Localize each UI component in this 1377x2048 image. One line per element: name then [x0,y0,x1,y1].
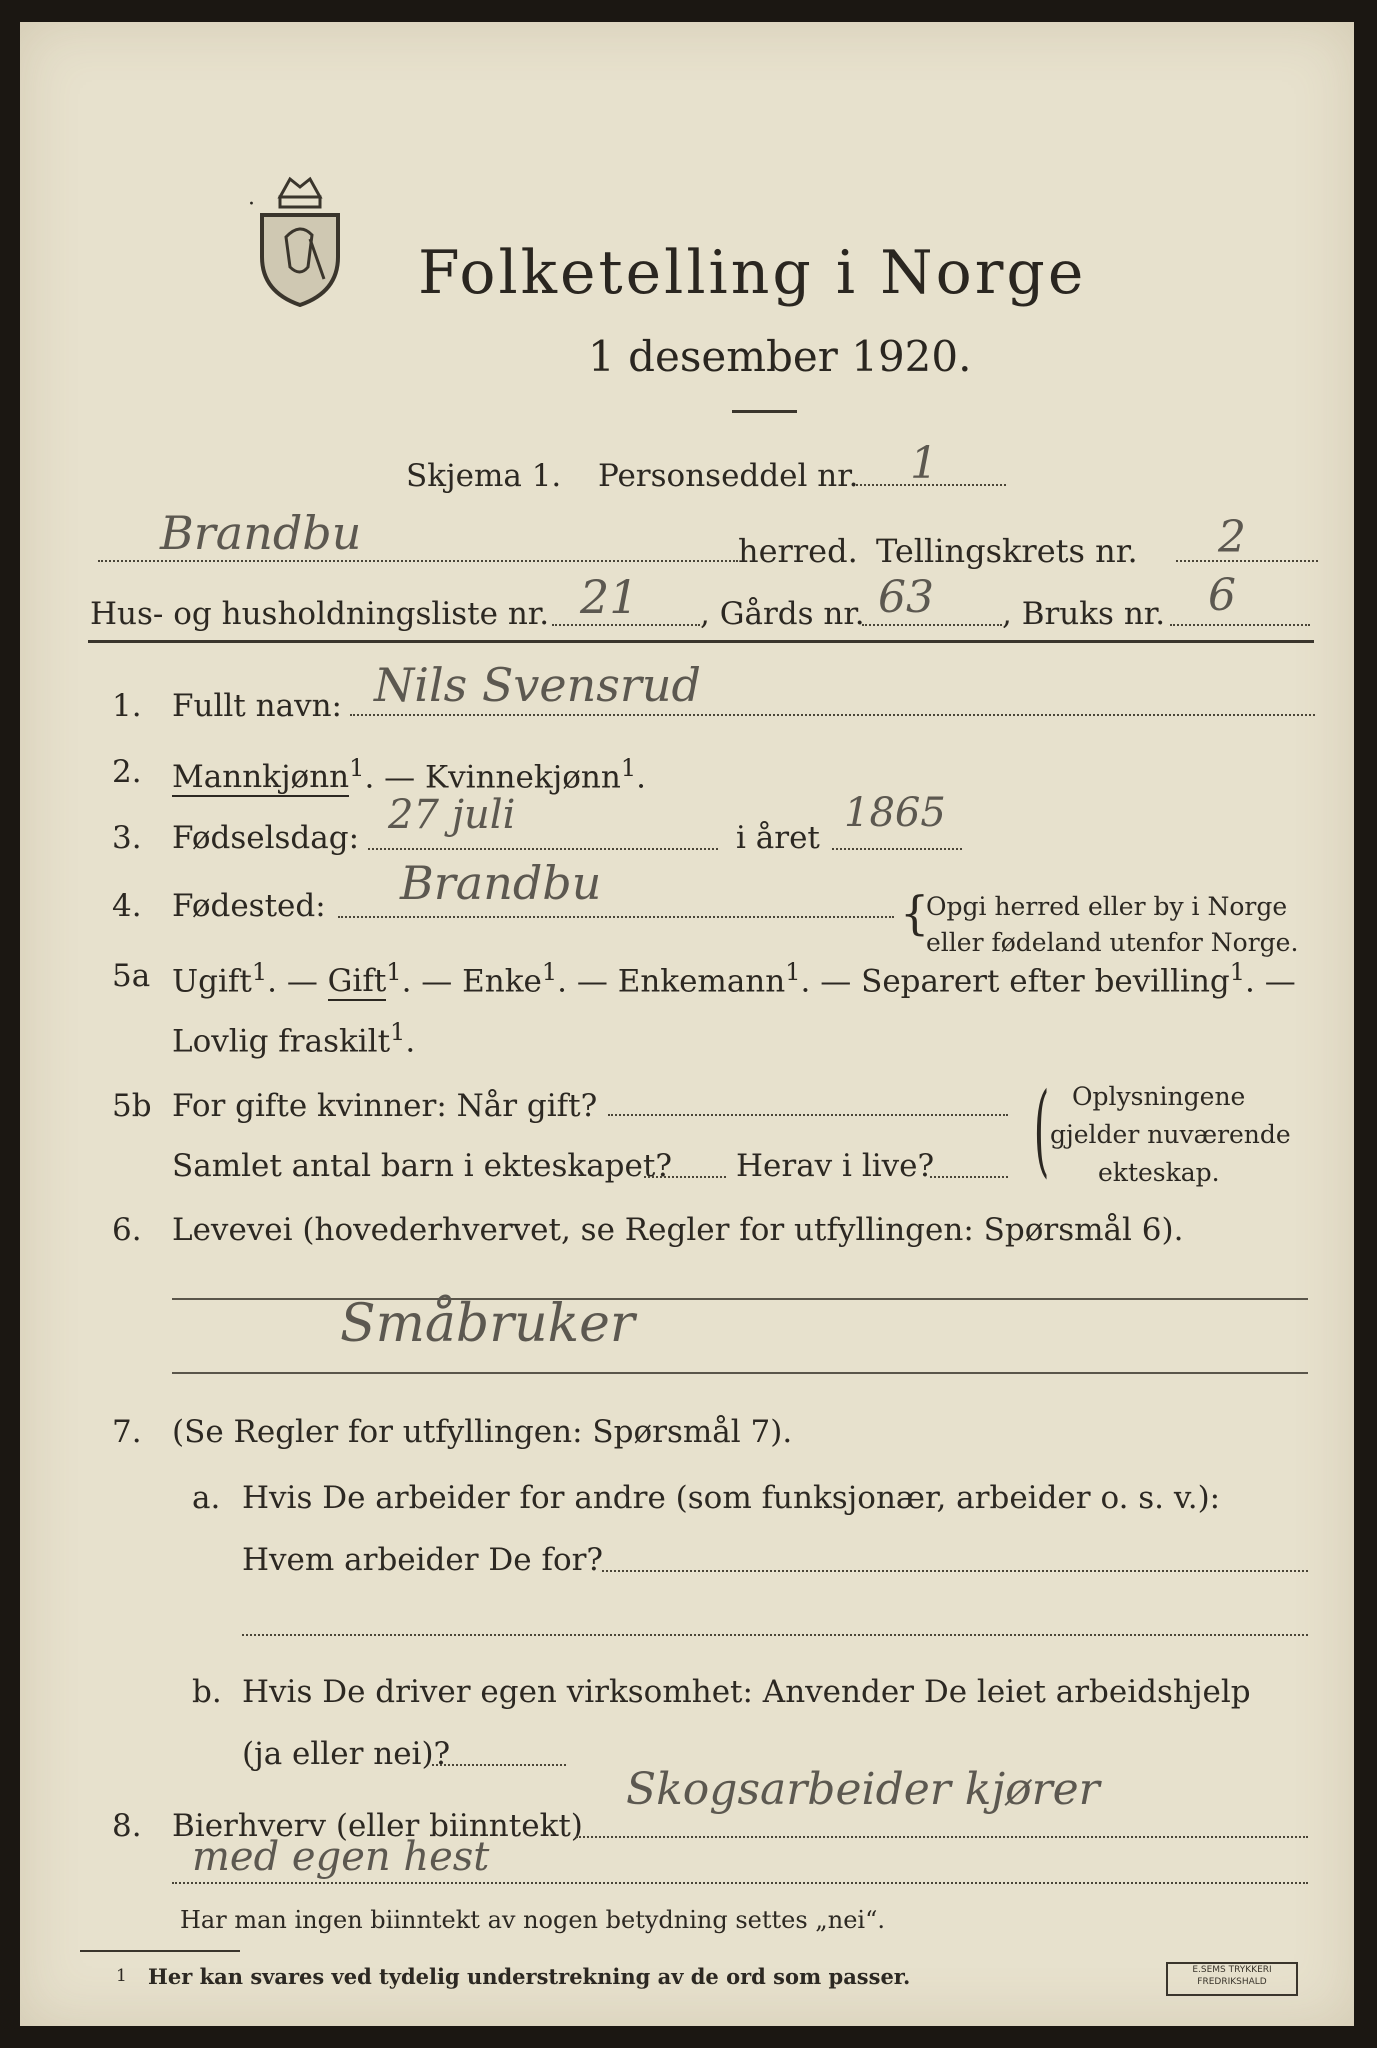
title-divider [732,410,797,413]
enke-option[interactable]: Enke [462,963,542,1000]
bruks-value[interactable]: 6 [1208,570,1236,621]
q1-number: 1. [112,688,142,724]
q5b-brace: ( [1033,1071,1050,1188]
q5b-line-1 [608,1114,1008,1116]
census-form-page [20,22,1354,2026]
herred-line [98,560,738,562]
q6-line-2 [172,1372,1308,1374]
side-income-value-2[interactable]: med egen hest [192,1834,490,1880]
birthday-value[interactable]: 27 juli [388,792,516,838]
q8-line-2 [172,1882,1308,1884]
bruks-line [1170,624,1310,626]
hus-label: Hus- og husholdningsliste nr. [90,596,550,632]
q5b-label-3: Herav i live? [736,1148,935,1184]
q2-number: 2. [112,754,142,790]
q6-number: 6. [112,1212,142,1248]
ugift-option[interactable]: Ugift [172,963,252,1000]
q7a-line-2 [242,1634,1308,1636]
birthplace-value[interactable]: Brandbu [400,856,602,910]
q7b-label: Hvis De driver egen virksomhet: Anvender De leiet arbeidshjelp [242,1674,1251,1710]
q5b-note-1: Oplysningene [1072,1082,1246,1111]
full-name-value[interactable]: Nils Svensrud [374,658,701,712]
q1-line [350,714,1315,716]
birth-year-value[interactable]: 1865 [844,790,946,836]
q8-line-1 [576,1836,1308,1838]
lovlig-fraskilt-line: Lovlig fraskilt$^1$. [172,1018,416,1060]
footnote-text: Her kan svares ved tydelig understrekning av de ord som passer. [148,1964,911,1989]
dot-mark: · [248,192,255,217]
lovlig-option[interactable]: Lovlig fraskilt [172,1023,391,1060]
side-income-value-1[interactable]: Skogsarbeider kjører [626,1764,1100,1815]
bruks-label: , Bruks nr. [1002,596,1166,632]
gards-line [862,624,1002,626]
q7a-line-1 [602,1570,1308,1572]
q5b-number: 5b [112,1088,152,1124]
form-title: Folketelling i Norge [418,238,1087,308]
personseddel-label: Personseddel nr. [598,458,859,494]
q3-line [368,848,718,850]
q5b-note-3: ekteskap. [1098,1158,1220,1187]
q4-label: Fødested: [172,888,326,924]
q3-label: Fødselsdag: [172,820,360,856]
herred-label: herred. [738,532,858,570]
tellingskrets-value[interactable]: 2 [1218,512,1246,563]
stamp-line-1: E.SEMS TRYKKERI [1192,1965,1272,1975]
q7b-question: (ja eller nei)? [242,1736,451,1772]
q7b-line [432,1764,566,1766]
q5b-label-1: For gifte kvinner: Når gift? [172,1088,598,1124]
q4-number: 4. [112,888,142,924]
marital-options: Ugift$^1$. — Gift$^1$. — Enke$^1$. — Enkemann$^1$. — Separert efter bevilling$^1$. — [172,958,1296,1000]
q4-note-1: Opgi herred eller by i Norge [926,892,1288,921]
q5b-line-2 [644,1176,726,1178]
q4-brace: { [900,886,930,940]
q5b-note-2: gjelder nuværende [1050,1120,1291,1149]
gards-label: , Gårds nr. [700,596,865,632]
gards-value[interactable]: 63 [878,572,934,623]
q4-note-2: eller fødeland utenfor Norge. [926,928,1299,957]
printer-stamp [1166,1962,1298,1996]
q5a-number: 5a [112,958,151,994]
gift-option[interactable]: Gift [327,963,387,1000]
q5b-label-2: Samlet antal barn i ekteskapet? [172,1148,672,1184]
personseddel-value[interactable]: 1 [910,438,938,489]
census-date: 1 desember 1920. [588,332,972,381]
q1-label: Fullt navn: [172,688,342,724]
schema-label: Skjema 1. [406,458,562,494]
enkemann-option[interactable]: Enkemann [617,963,786,1000]
q8-note: Har man ingen biinntekt av nogen betydning settes „nei“. [180,1906,885,1934]
tellingskrets-line [1176,560,1318,562]
footnote-rule [80,1950,240,1952]
hus-value[interactable]: 21 [580,570,639,624]
q4-line [338,916,894,918]
tellingskrets-label: Tellingskrets nr. [876,532,1138,570]
q7a-question: Hvem arbeider De for? [242,1542,604,1578]
stamp-line-2: FREDRIKSHALD [1197,1977,1267,1987]
occupation-value[interactable]: Småbruker [340,1294,635,1354]
q7a-number: a. [192,1480,221,1516]
year-line [832,848,962,850]
gender-options: Mannkjønn$^1$. — Kvinnekjønn$^1$. [172,754,646,796]
separert-option[interactable]: Separert efter bevilling [861,963,1230,1000]
q7-number: 7. [112,1414,142,1450]
q8-label: Bierhverv (eller biinntekt) [172,1808,583,1844]
header-rule [88,640,1314,643]
herred-value[interactable]: Brandbu [160,506,362,560]
q7a-label: Hvis De arbeider for andre (som funksjonær, arbeider o. s. v.): [242,1480,1221,1516]
norway-coat-of-arms-icon [250,167,350,307]
q7b-number: b. [192,1674,222,1710]
hus-line [552,624,700,626]
q6-label: Levevei (hovederhvervet, se Regler for utfyllingen: Spørsmål 6). [172,1212,1184,1248]
q7-label: (Se Regler for utfyllingen: Spørsmål 7). [172,1414,793,1450]
q8-number: 8. [112,1808,142,1844]
year-label: i året [736,820,820,856]
footnote-mark: 1 [116,1966,127,1986]
q3-number: 3. [112,820,142,856]
q5b-line-3 [930,1176,1008,1178]
female-option[interactable]: Kvinnekjønn [425,759,621,796]
male-option[interactable]: Mannkjønn [172,759,350,796]
